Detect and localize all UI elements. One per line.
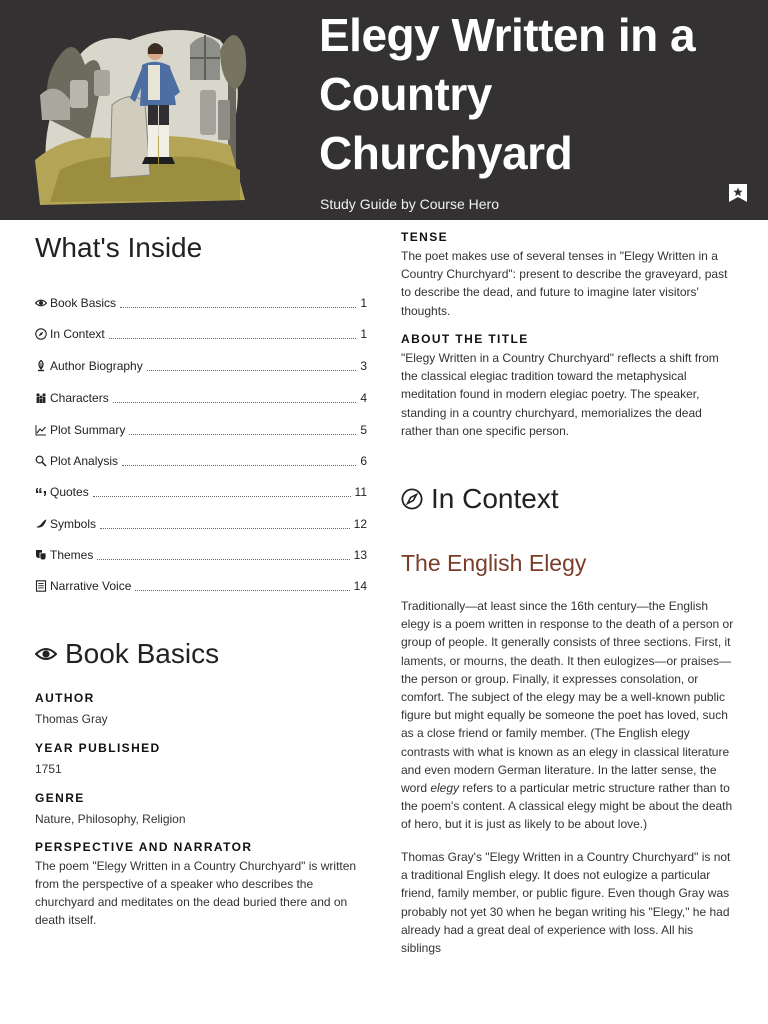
toc-page-number: 13 (353, 548, 367, 562)
toc-item-plot-summary[interactable] (35, 422, 367, 438)
toc-page-number: 4 (360, 391, 367, 405)
author-label: AUTHOR (35, 691, 95, 705)
toc-item-label: Plot Analysis (50, 454, 119, 468)
about-title-field (401, 332, 736, 440)
toc-item-label: Quotes (50, 485, 89, 499)
eye-icon (35, 297, 47, 309)
toc-item-plot-analysis[interactable] (35, 453, 367, 469)
toc-item-label: Themes (50, 548, 94, 562)
compass-icon (35, 328, 47, 340)
leader-dots (113, 402, 357, 403)
toc-page-number: 14 (353, 579, 367, 593)
page-subtitle: Study Guide by Course Hero (320, 196, 499, 212)
toc-page-number: 11 (354, 485, 367, 499)
toc-item-label: Author Biography (50, 359, 143, 373)
toc-page-number: 12 (353, 517, 367, 531)
book-basics-heading (35, 638, 219, 670)
toc-item-label: Symbols (50, 517, 97, 531)
perspective-field (35, 840, 367, 929)
bird-icon (35, 518, 47, 530)
toc-item-book-basics[interactable] (35, 295, 367, 311)
year-field (35, 741, 367, 778)
leader-dots (147, 370, 357, 371)
paragraph-text: Traditionally—at least since the 16th century—the English elegy is a poem written in response to the death of a person or group of people. It generally consists of three sections. First, it laments, or mourns, the death. It then eulogizes—or praises—the person or group. Finally, it expresses consolation, or comfort. The subject of the elegy may be a well-known public figure but might equally be someone the poet has loved, such as a close friend or family member. (The English elegy contrasts with what is known as an elegy in classical literature and even modern German literature. In the latter sense, the word (401, 599, 734, 796)
quill-icon (35, 360, 47, 372)
compass-icon (401, 488, 423, 510)
toc-item-label: Plot Summary (50, 423, 126, 437)
year-value: 1751 (35, 762, 62, 776)
tense-value: The poet makes use of several tenses in "Elegy Written in a Country Churchyard": present to describe the graveyard, past to describe the dead, and future to imagine later visitors' thoughts. (401, 249, 728, 318)
leader-dots (122, 465, 356, 466)
paragraph-text: refers to a particular metric structure rather than to the poem's content. A classical elegy might be about the death of hero, but it is just as likely to be about love.) (401, 781, 733, 832)
toc-item-label: Narrative Voice (50, 579, 132, 593)
perspective-value: The poem "Elegy Written in a Country Churchyard" is written from the perspective of a speaker who describes the churchyard and meditates on the dead buried there and on death itself. (35, 859, 357, 927)
toc-item-narrative-voice[interactable] (35, 578, 367, 594)
quote-icon (35, 486, 47, 498)
toc-item-label: In Context (50, 327, 105, 341)
people-icon (35, 392, 47, 404)
in-context-title: In Context (431, 483, 559, 514)
page-title: Elegy Written in a Country Churchyard (319, 9, 696, 179)
whats-inside-heading: What's Inside (35, 232, 203, 263)
author-field (35, 691, 367, 728)
toc-item-author-biography[interactable] (35, 358, 367, 374)
toc-item-symbols[interactable] (35, 516, 367, 532)
leader-dots (100, 528, 350, 529)
about-title-value: "Elegy Written in a Country Churchyard" reflects a shift from the classical elegiac tradition toward the metaphysical meditation found in modern elegiac poetry. The speaker, standing in a country churchyard, memorializes the dead rather than one specific person. (401, 351, 719, 438)
genre-label: GENRE (35, 791, 85, 805)
leader-dots (93, 496, 351, 497)
toc-page-number: 5 (360, 423, 367, 437)
leader-dots (109, 338, 357, 339)
eye-icon (35, 646, 57, 662)
context-paragraph-1 (401, 597, 736, 834)
magnifier-icon (35, 455, 47, 467)
genre-field (35, 791, 367, 828)
context-paragraph-2: Thomas Gray's "Elegy Written in a Country Churchyard" is not a traditional English elegy. It does not eulogize a particular friend, family member, or public figure. Even though Gray was probably not yet 30 when he began writing his "Elegy," he had already had a great deal of experience with loss. All his siblings (401, 850, 731, 956)
chart-icon (35, 424, 47, 436)
header-banner (0, 0, 768, 220)
author-value: Thomas Gray (35, 712, 108, 726)
toc-page-number: 1 (360, 327, 367, 341)
in-context-heading (401, 483, 559, 515)
toc-item-in-context[interactable] (35, 326, 367, 342)
leader-dots (97, 559, 349, 560)
toc-item-themes[interactable] (35, 547, 367, 563)
masks-icon (35, 549, 47, 561)
tense-label: TENSE (401, 230, 449, 244)
tense-field (401, 230, 736, 320)
toc-item-label: Book Basics (50, 296, 117, 310)
perspective-label: PERSPECTIVE AND NARRATOR (35, 840, 253, 854)
genre-value: Nature, Philosophy, Religion (35, 812, 186, 826)
leader-dots (135, 590, 349, 591)
toc-page-number: 6 (360, 454, 367, 468)
poet-in-churchyard-illustration (30, 10, 250, 210)
document-icon (35, 580, 47, 592)
toc-item-quotes[interactable] (35, 484, 367, 500)
book-basics-title: Book Basics (65, 638, 220, 669)
year-label: YEAR PUBLISHED (35, 741, 161, 755)
emphasis-text: elegy (430, 781, 460, 796)
course-hero-bookmark-icon (728, 183, 748, 203)
leader-dots (129, 434, 356, 435)
toc-item-characters[interactable] (35, 390, 367, 406)
toc-page-number: 1 (360, 296, 367, 310)
english-elegy-subheading: The English Elegy (401, 550, 587, 576)
toc-page-number: 3 (360, 359, 367, 373)
about-title-label: ABOUT THE TITLE (401, 332, 529, 346)
toc-item-label: Characters (50, 391, 109, 405)
leader-dots (120, 307, 356, 308)
